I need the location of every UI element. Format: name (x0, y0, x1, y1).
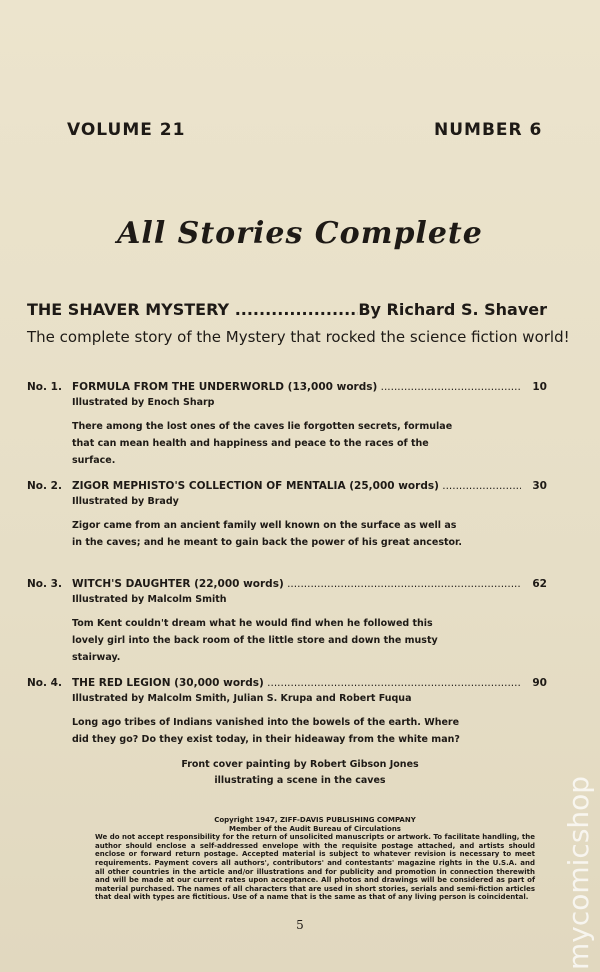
entry-title: WITCH'S DAUGHTER (72, 578, 191, 590)
entry-description: Tom Kent couldn't dream what he would find when he followed this lovely girl into the back room of the little store and down the musty stairway. (72, 618, 438, 663)
feature-description: The complete story of the Mystery that rocked the science fiction world! (27, 328, 570, 346)
story-entry-4 (27, 677, 547, 748)
section-title: All Stories Complete (117, 216, 483, 251)
entry-title-line (72, 480, 521, 492)
volume-label: VOLUME 21 (67, 120, 186, 140)
entry-title-line (72, 381, 521, 393)
copyright-notice (95, 816, 535, 902)
entry-number: No. 1. (27, 381, 62, 393)
feature-story (27, 300, 547, 319)
entry-description: Zigor came from an ancient family well known on the surface as well as in the caves; and he meant to gain back the power of his great ancestor. (72, 520, 463, 548)
entry-description: Long ago tribes of Indians vanished into the bowels of the earth. Where did they go? Do they exist today, in their hideaway from the white man? (72, 717, 460, 745)
audit-bureau-line: Member of the Audit Bureau of Circulations (229, 824, 401, 833)
entry-title: ZIGOR MEPHISTO'S COLLECTION OF MENTALIA (72, 480, 346, 492)
cover-credit-line2: illustrating a scene in the caves (214, 775, 386, 786)
entry-title-line (72, 677, 521, 689)
entry-illustrator: Illustrated by Malcolm Smith, Julian S. Krupa and Robert Fuqua (72, 693, 412, 704)
entry-description: There among the lost ones of the caves lie forgotten secrets, formulae that can mean health and happiness and peace to the races of the surface. (72, 421, 453, 466)
copyright-line: Copyright 1947, ZIFF-DAVIS PUBLISHING COMPANY (214, 816, 416, 824)
dotted-divider (0, 804, 575, 810)
feature-title: THE SHAVER MYSTERY ..... (27, 300, 358, 319)
entry-page: 90 (532, 677, 547, 689)
entry-page: 30 (532, 480, 547, 492)
cover-credit-line1: Front cover painting by Robert Gibson Jones (181, 759, 419, 770)
entry-words: (13,000 words) (287, 381, 378, 393)
entry-words: (25,000 words) (349, 480, 439, 492)
issue-number-label: NUMBER 6 (434, 120, 543, 140)
copyright-body: We do not accept responsibility for the return of unsolicited manuscripts or artwork. To facilitate handling, the author should enclose a self-addressed envelope with the requisite postage attached, and artists should enclose or forward return postage. Accepted material is subject to whatever revision is necessary to meet requirements. Payment covers all authors', contributors' and contestants' magazine rights in the U.S.A. and all other countries in the article and/or illustrations and for publicity and promotion in connection therewith and will be made at our current rates upon acceptance. All photos and drawings will be considered as part of material purchased. The names of all characters that are used in short stories, serials and semi-fiction articles that deal with types are fictitious. Use of a name that is the same as that of any living person is coincidental. (95, 833, 535, 902)
entry-words: (22,000 words) (194, 578, 284, 590)
entry-page: 10 (532, 381, 547, 393)
entry-number: No. 2. (27, 480, 62, 492)
cover-credit (0, 757, 600, 789)
entry-words: (30,000 words) (174, 677, 264, 689)
entry-number: No. 3. (27, 578, 62, 590)
entry-number: No. 4. (27, 677, 62, 689)
entry-illustrator: Illustrated by Malcolm Smith (72, 594, 227, 605)
entry-illustrator: Illustrated by Enoch Sharp (72, 397, 215, 408)
story-entry-1 (27, 381, 547, 469)
feature-byline: By Richard S. Shaver (358, 300, 547, 319)
page-number: 5 (296, 918, 304, 932)
dotted-divider (0, 268, 575, 274)
entry-title-line (72, 578, 521, 590)
entry-title: FORMULA FROM THE UNDERWORLD (72, 381, 284, 393)
watermark: mycomicshop (562, 775, 595, 970)
entry-illustrator: Illustrated by Brady (72, 496, 179, 507)
entry-title: THE RED LEGION (72, 677, 171, 689)
story-entry-2 (27, 480, 547, 551)
story-entry-3 (27, 578, 547, 666)
entry-page: 62 (532, 578, 547, 590)
